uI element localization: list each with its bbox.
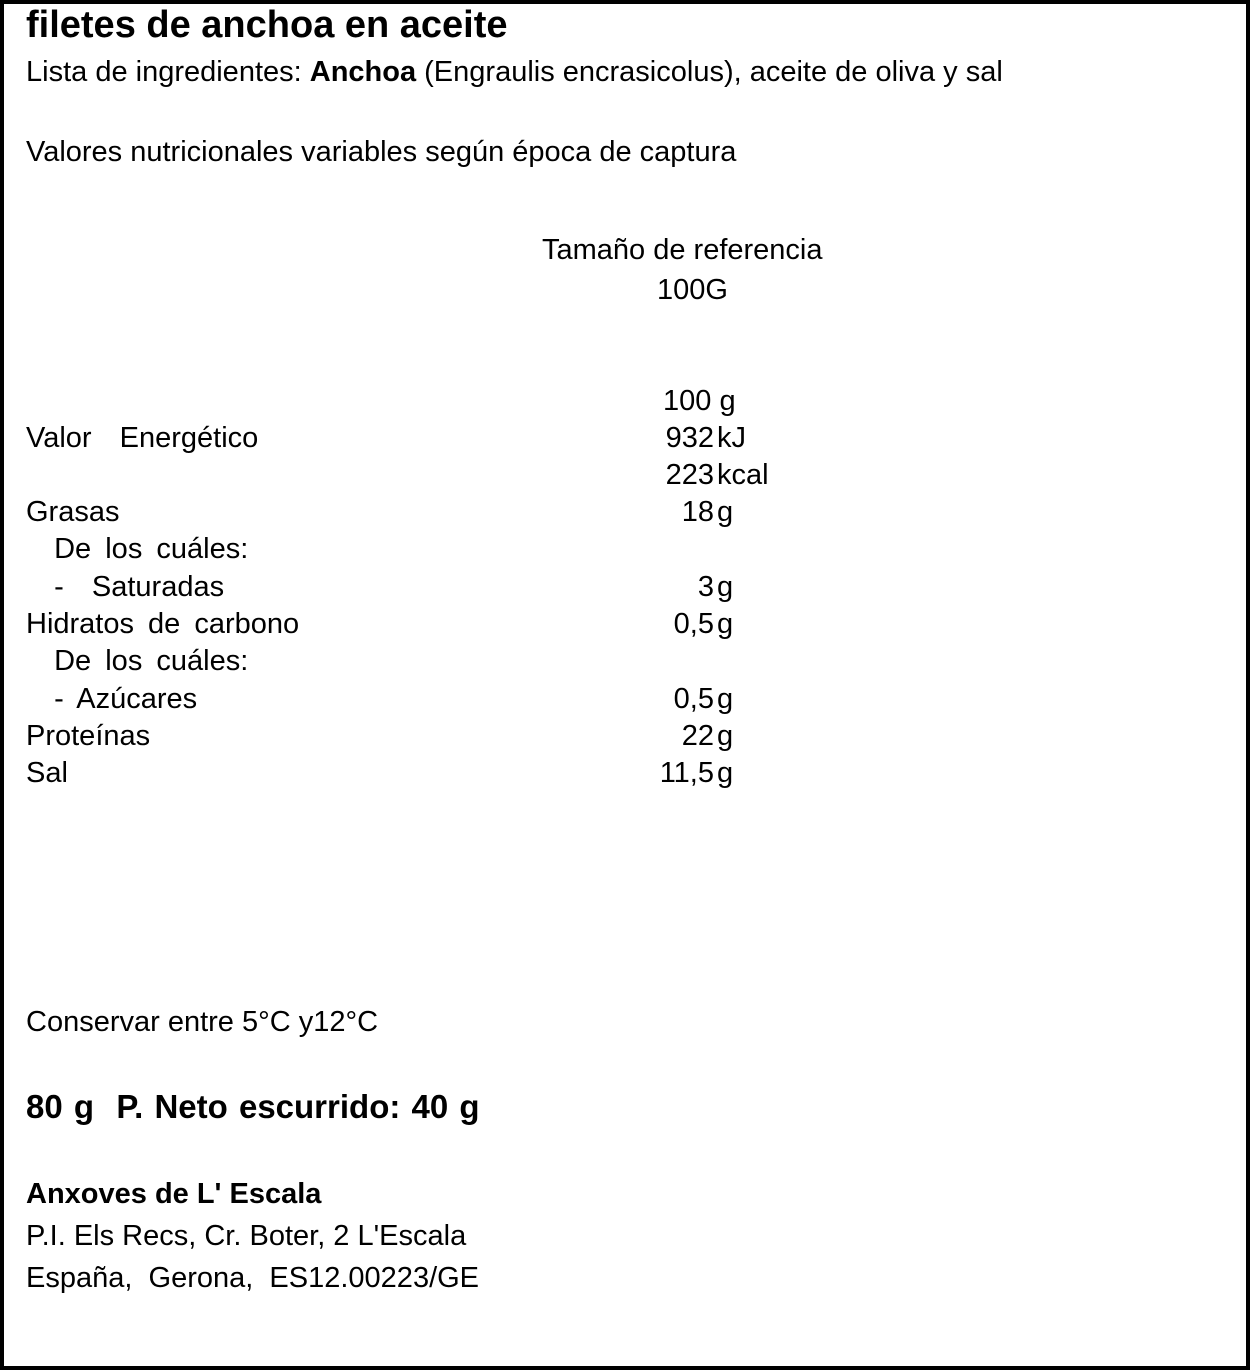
nutrition-column-header: 100 g [663,385,736,417]
nutrition-row-unit: g [717,683,734,715]
net-weight: 80 g P. Neto escurrido: 40 g [26,1088,480,1125]
manufacturer-registry: España, Gerona, ES12.00223/GE [26,1262,480,1294]
ingredients-main-ingredient: Anchoa [309,56,417,88]
nutrition-row-value: 932 [665,422,714,454]
nutrition-row-unit: g [717,757,734,789]
ingredients-line [26,58,1003,87]
ingredients-prefix: Lista de ingredientes: [26,56,310,88]
nutrition-row-value: 223 [665,459,714,491]
manufacturer-address: P.I. Els Recs, Cr. Boter, 2 L'Escala [26,1220,467,1252]
nutrition-row-label: - Saturadas [26,571,225,603]
reference-size-value: 100G [657,274,728,306]
ingredients-rest: (Engraulis encrasicolus), aceite de oliva y sal [416,56,1003,88]
nutrition-row-unit: g [717,608,734,640]
nutrition-row-label: De los cuáles: [26,533,249,565]
reference-size-label: Tamaño de referencia [542,234,823,266]
nutrition-row-label: Proteínas [26,720,151,752]
nutrition-row-unit: g [717,571,734,603]
nutrition-row-unit: g [717,496,734,528]
nutrition-row-label: - Azúcares [26,683,198,715]
product-title: filetes de anchoa en aceite [26,4,508,46]
nutrition-row-unit: g [717,720,734,752]
nutrition-row-label: De los cuáles: [26,645,249,677]
nutrition-row-label: Sal [26,757,68,789]
nutrition-row-label: Grasas [26,496,120,528]
nutrition-row-label: Valor Energético [26,422,259,454]
nutrition-row-unit: kJ [717,422,746,454]
nutrition-row-value: 3 [697,571,714,603]
nutrition-row-unit: kcal [717,459,769,491]
storage-instructions: Conservar entre 5°C y12°C [26,1006,379,1038]
variable-values-note: Valores nutricionales variables según época de captura [26,136,737,168]
nutrition-row-label: Hidratos de carbono [26,608,300,640]
nutrition-row-value: 11,5 [659,757,714,789]
nutrition-row-value: 0,5 [673,608,714,640]
nutrition-row-value: 18 [681,496,714,528]
nutrition-row-value: 0,5 [673,683,714,715]
manufacturer-name: Anxoves de L' Escala [26,1178,322,1210]
nutrition-row-value: 22 [681,720,714,752]
